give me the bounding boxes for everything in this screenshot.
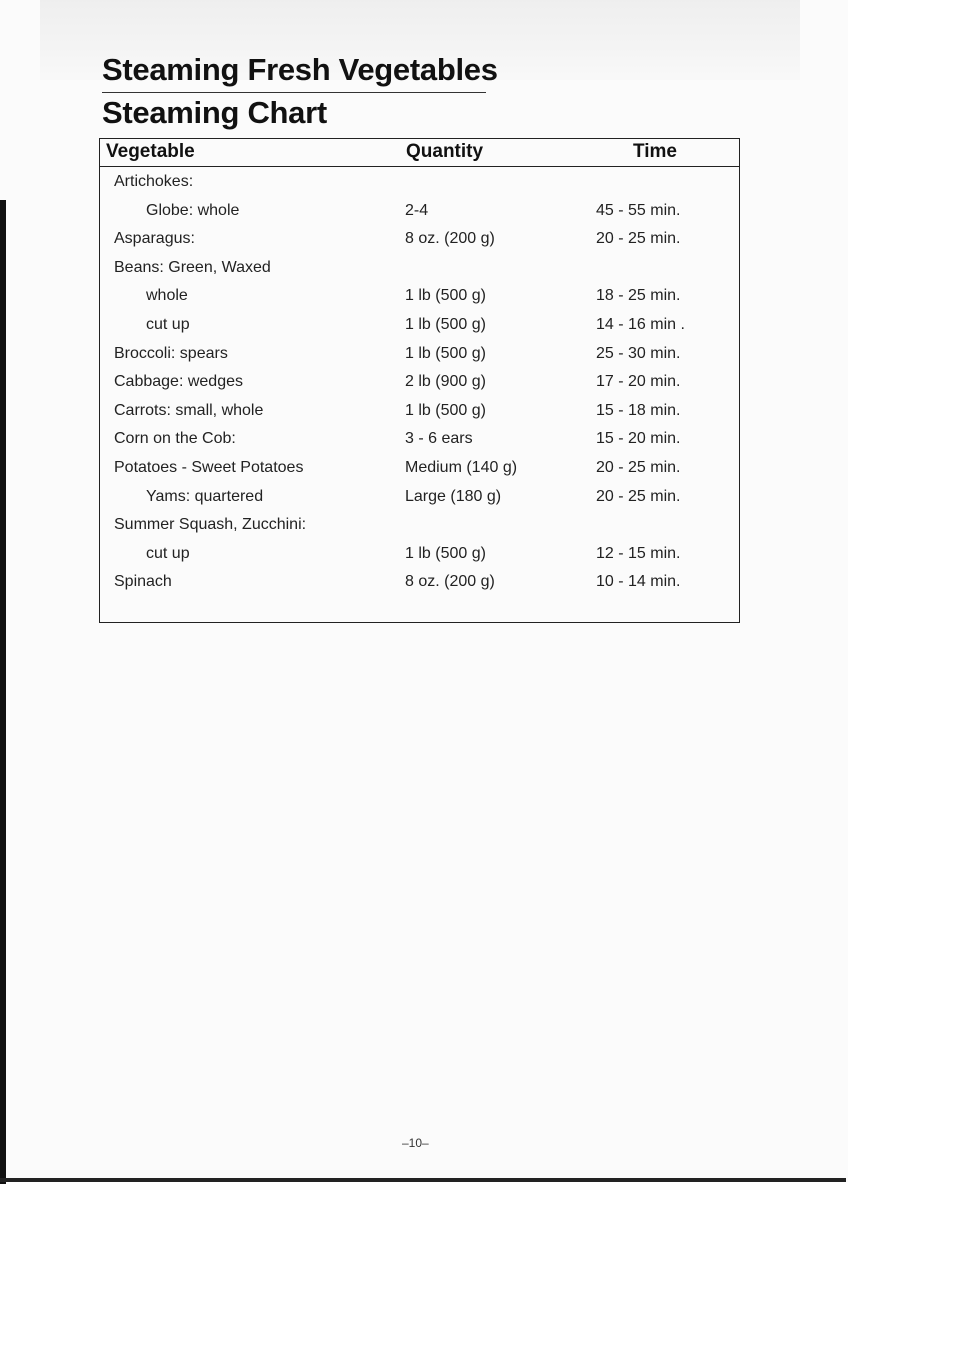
cell-quantity: Medium (140 g) <box>405 458 518 476</box>
cell-quantity: 1 lb (500 g) <box>405 544 486 562</box>
cell-vegetable: whole <box>146 287 188 305</box>
cell-time: 20 - 25 min. <box>596 487 681 505</box>
cell-vegetable: cut up <box>146 544 190 562</box>
cell-vegetable: Yams: quartered <box>146 487 264 505</box>
cell-quantity: 1 lb (500 g) <box>405 287 486 305</box>
cell-time: 45 - 55 min. <box>596 201 681 219</box>
table-row <box>100 310 739 339</box>
cell-vegetable: Spinach <box>114 573 172 591</box>
cell-vegetable: Artichokes: <box>114 173 194 190</box>
cell-vegetable: Globe: whole <box>146 201 240 219</box>
cell-time: 12 - 15 min. <box>596 544 681 562</box>
cell-quantity: 3 - 6 ears <box>405 430 473 448</box>
table-row <box>100 396 739 425</box>
cell-time: 15 - 18 min. <box>596 401 681 419</box>
header-quantity: Quantity <box>406 141 484 162</box>
cell-quantity: 1 lb (500 g) <box>405 344 486 362</box>
page-bottom-edge <box>0 1178 846 1182</box>
table-header-row <box>100 139 739 167</box>
cell-vegetable: Cabbage: wedges <box>114 373 243 391</box>
cell-quantity: 8 oz. (200 g) <box>405 230 495 248</box>
table-row <box>100 224 739 253</box>
table-row <box>100 539 739 568</box>
cell-time: 10 - 14 min. <box>596 573 681 591</box>
table-row <box>100 196 739 225</box>
table-row <box>100 424 739 453</box>
table-row <box>100 453 739 482</box>
cell-vegetable: Carrots: small, whole <box>114 401 264 419</box>
page-binding-edge <box>0 200 6 1184</box>
cell-quantity: Large (180 g) <box>405 487 502 505</box>
cell-time: 25 - 30 min. <box>596 344 681 362</box>
cell-vegetable: Potatoes - Sweet Potatoes <box>114 458 304 476</box>
table-body <box>100 167 739 596</box>
cell-time: 17 - 20 min. <box>596 373 681 391</box>
cell-time: 20 - 25 min. <box>596 458 681 476</box>
header-vegetable: Vegetable <box>106 141 195 162</box>
table-row <box>100 567 739 596</box>
header-time: Time <box>633 141 678 162</box>
table-row <box>100 510 739 539</box>
table-row <box>100 339 739 368</box>
page-number: –10– <box>402 1136 429 1150</box>
table-row <box>100 367 739 396</box>
cell-quantity: 1 lb (500 g) <box>405 315 486 333</box>
cell-quantity: 2-4 <box>405 201 429 219</box>
table-row <box>100 167 739 196</box>
cell-vegetable: cut up <box>146 315 190 333</box>
page-subtitle: Steaming Chart <box>102 95 327 130</box>
title-underline <box>102 92 486 93</box>
table-row <box>100 281 739 310</box>
cell-quantity: 2 lb (900 g) <box>405 373 486 391</box>
cell-vegetable: Broccoli: spears <box>114 344 228 362</box>
cell-time: 18 - 25 min. <box>596 287 681 305</box>
cell-vegetable: Corn on the Cob: <box>114 430 236 448</box>
cell-time: 15 - 20 min. <box>596 430 681 448</box>
cell-vegetable: Asparagus: <box>114 230 195 248</box>
cell-vegetable: Summer Squash, Zucchini: <box>114 516 307 534</box>
cell-quantity: 1 lb (500 g) <box>405 401 486 419</box>
cell-quantity: 8 oz. (200 g) <box>405 573 495 591</box>
cell-vegetable: Beans: Green, Waxed <box>114 258 271 276</box>
steaming-chart-table <box>99 138 740 623</box>
table-row <box>100 253 739 282</box>
table-row <box>100 482 739 511</box>
page-title: Steaming Fresh Vegetables <box>102 52 498 87</box>
cell-time: 14 - 16 min . <box>596 315 685 333</box>
cell-time: 20 - 25 min. <box>596 230 681 248</box>
